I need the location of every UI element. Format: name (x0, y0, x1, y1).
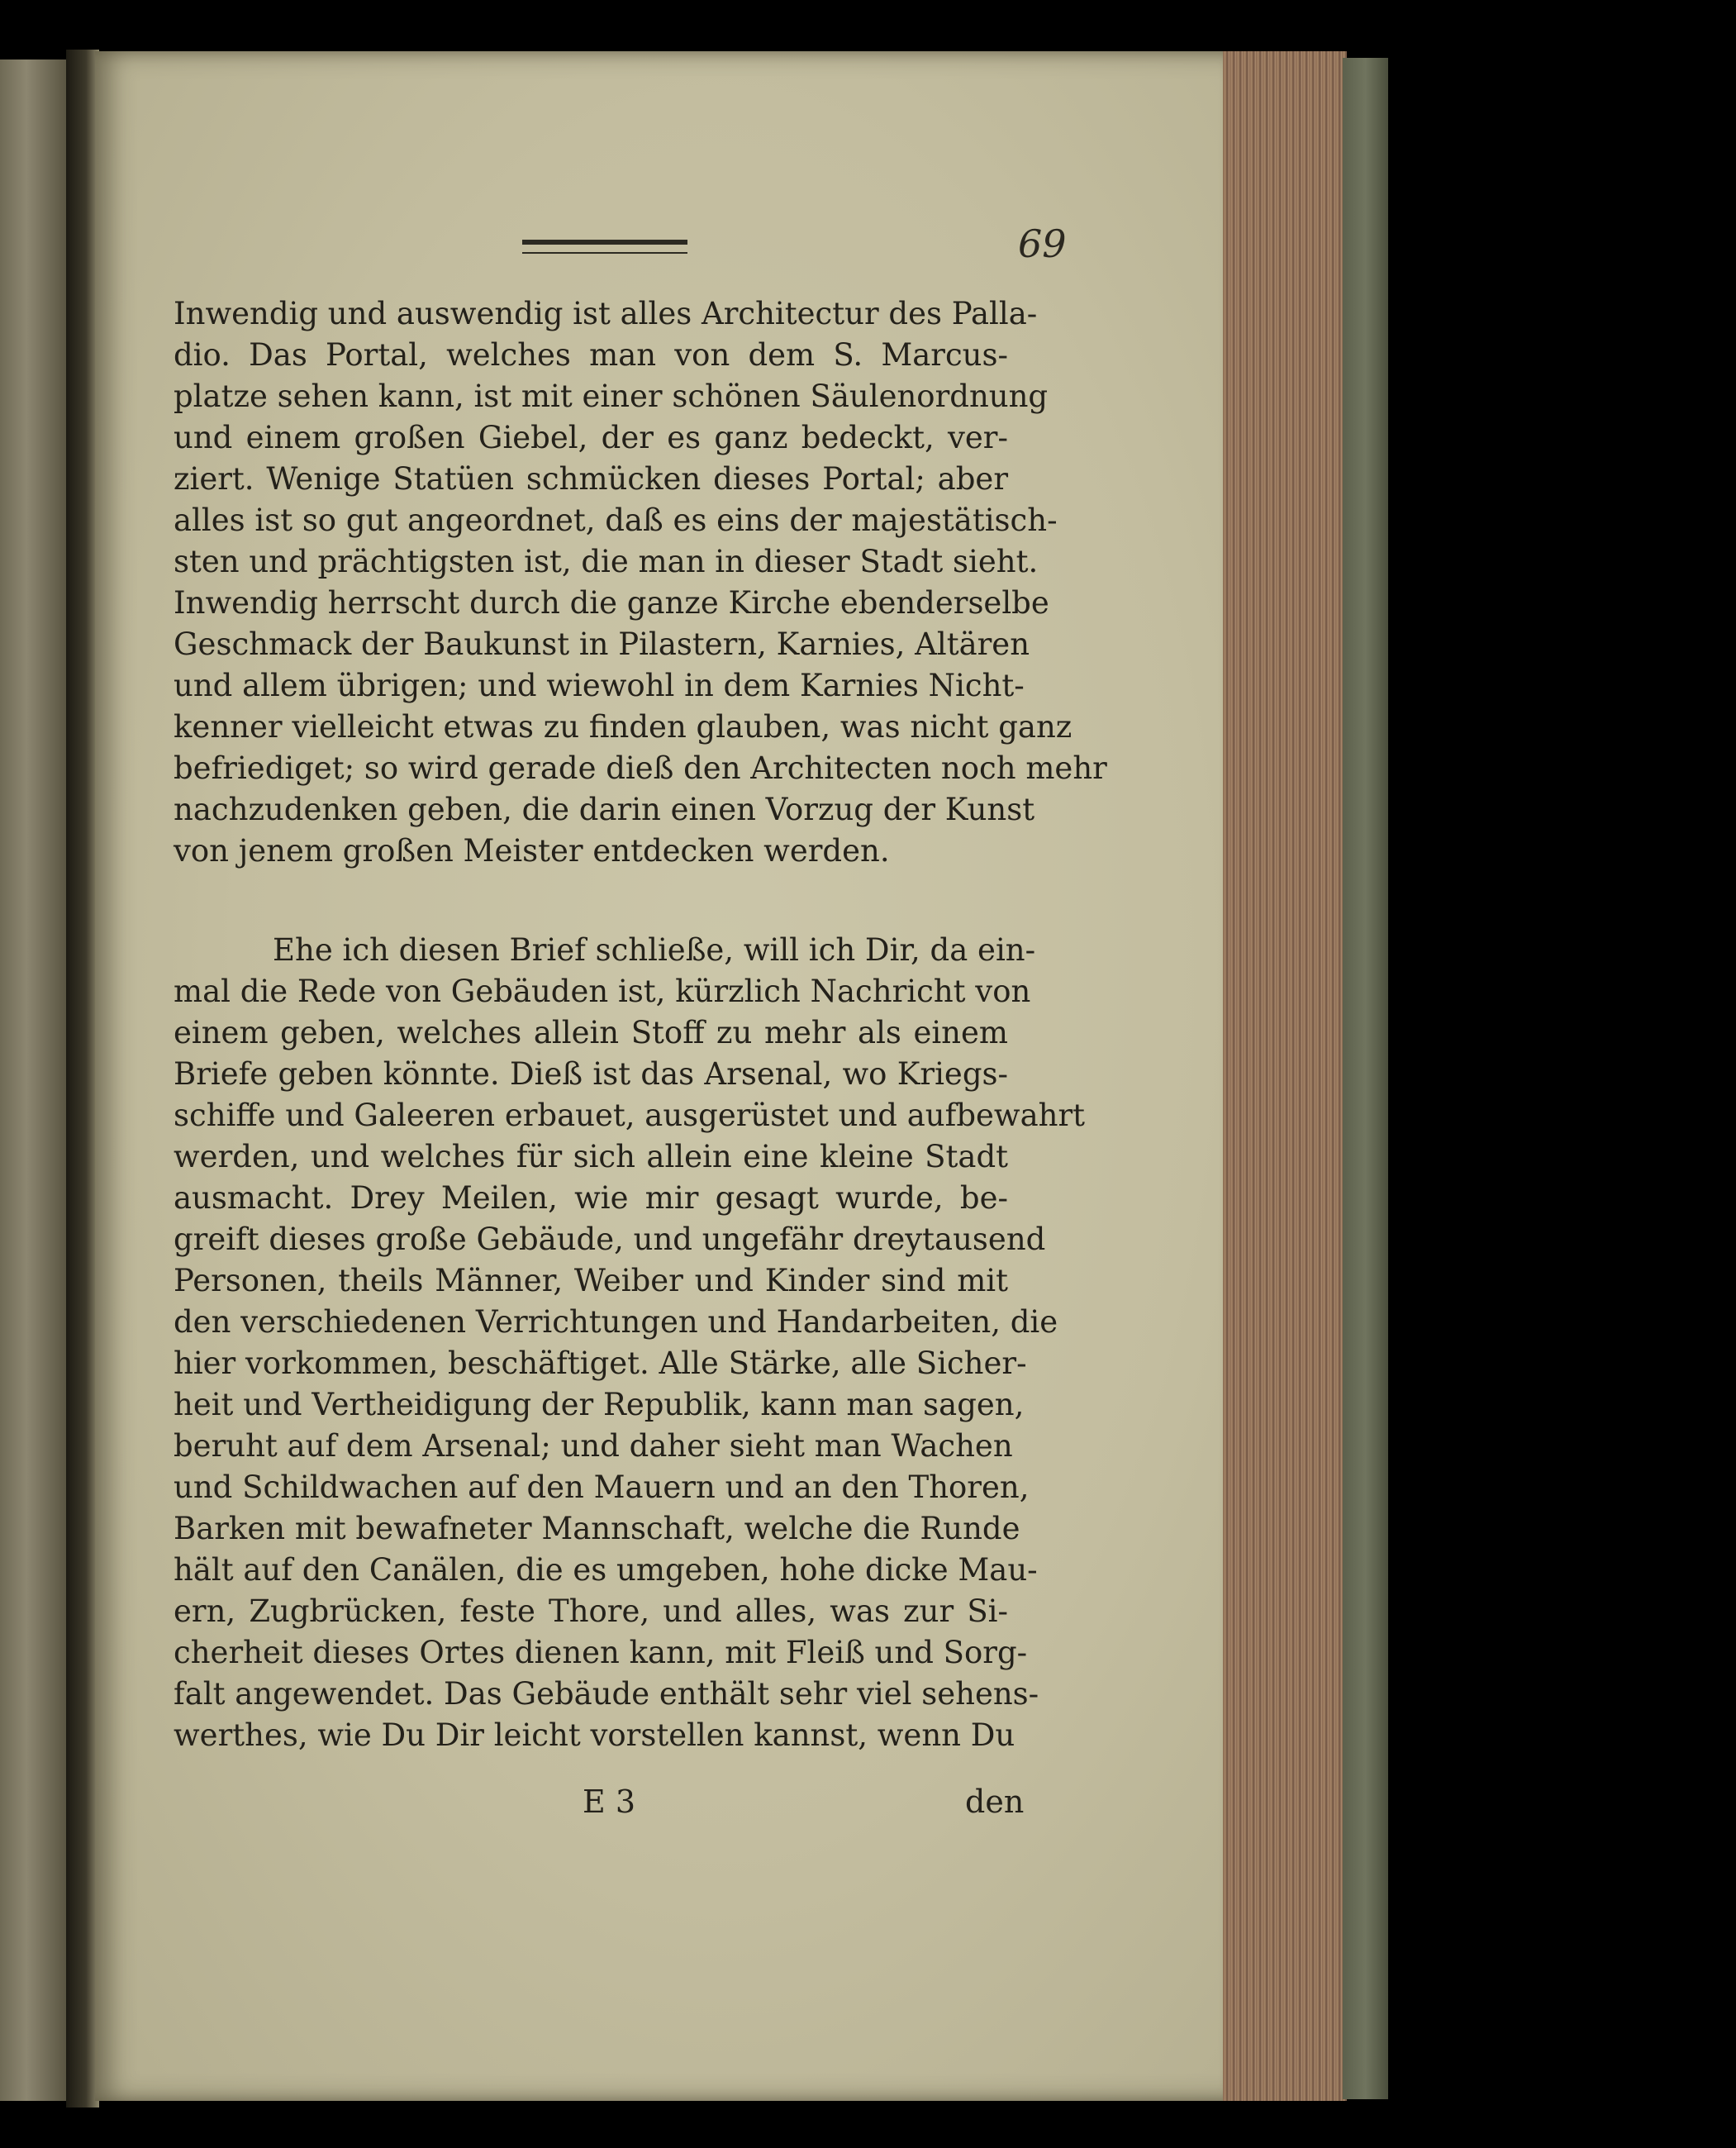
page-block-edges (1223, 51, 1347, 2101)
text-line: cherheit dieses Ortes dienen kann, mit Fleiß und Sorg- (174, 1635, 1028, 1670)
text-line: beruht auf dem Arsenal; und daher sieht man Wachen (174, 1428, 1013, 1464)
text-line: und allem übrigen; und wiewohl in dem Karnies Nicht- (174, 668, 1025, 703)
text-line: platze sehen kann, ist mit einer schönen Säulenordnung (174, 379, 1049, 414)
text-line: ern, Zugbrücken, feste Thore, und alles, was zur Si- (174, 1593, 1008, 1629)
text-line: ausmacht. Drey Meilen, wie mir gesagt wurde, be- (174, 1180, 1008, 1216)
text-line: Barken mit bewafneter Mannschaft, welche die Runde (174, 1511, 1020, 1546)
book-gutter (66, 50, 99, 2108)
text-line: Geschmack der Baukunst in Pilastern, Karnies, Altären (174, 626, 1030, 662)
text-line: falt angewendet. Das Gebäude enthält sehr viel sehens- (174, 1676, 1039, 1712)
book-cover-edge (1343, 58, 1388, 2099)
text-line: schiffe und Galeeren erbauet, ausgerüstet und aufbewahrt (174, 1098, 1086, 1133)
text-line: werden, und welches für sich allein eine kleine Stadt (174, 1139, 1008, 1174)
text-line: den verschiedenen Verrichtungen und Handarbeiten, die (174, 1304, 1058, 1340)
text-line: Ehe ich diesen Brief schließe, will ich Dir, da ein- (273, 932, 1036, 968)
text-line: alles ist so gut angeordnet, daß es eins der majestätisch- (174, 502, 1058, 538)
text-line: heit und Vertheidigung der Republik, kann man sagen, (174, 1387, 1025, 1422)
text-line: einem geben, welches allein Stoff zu mehr als einem (174, 1015, 1008, 1050)
text-line: sten und prächtigsten ist, die man in dieser Stadt sieht. (174, 544, 1039, 579)
text-line: und einem großen Giebel, der es ganz bedeckt, ver- (174, 420, 1008, 455)
text-line: Inwendig herrscht durch die ganze Kirche ebenderselbe (174, 585, 1049, 621)
text-line: nachzudenken geben, die darin einen Vorzug der Kunst (174, 792, 1035, 827)
signature-mark: E 3 (583, 1784, 635, 1820)
text-line: greift dieses große Gebäude, und ungefähr dreytausend (174, 1222, 1046, 1257)
header-rule (522, 240, 687, 254)
page-number: 69 (1018, 221, 1067, 266)
text-line: Briefe geben könnte. Dieß ist das Arsenal, wo Kriegs- (174, 1056, 1008, 1092)
text-line: befriediget; so wird gerade dieß den Architecten noch mehr (174, 750, 1107, 786)
text-line: hält auf den Canälen, die es umgeben, hohe dicke Mau- (174, 1552, 1038, 1588)
text-line: werthes, wie Du Dir leicht vorstellen kannst, wenn Du (174, 1717, 1015, 1753)
text-line: kenner vielleicht etwas zu finden glauben, was nicht ganz (174, 709, 1073, 745)
text-line: Inwendig und auswendig ist alles Architectur des Palla- (174, 296, 1038, 331)
text-line: ziert. Wenige Statüen schmücken dieses Portal; aber (174, 461, 1008, 497)
text-line: Personen, theils Männer, Weiber und Kinder sind mit (174, 1263, 1008, 1298)
left-page-edge (0, 60, 66, 2101)
catchword: den (965, 1784, 1025, 1820)
text-line: von jenem großen Meister entdecken werden. (174, 833, 890, 869)
text-line: und Schildwachen auf den Mauern und an den Thoren, (174, 1469, 1030, 1505)
text-line: mal die Rede von Gebäuden ist, kürzlich Nachricht von (174, 974, 1031, 1009)
text-line: hier vorkommen, beschäftiget. Alle Stärke, alle Sicher- (174, 1345, 1027, 1381)
text-line: dio. Das Portal, welches man von dem S. Marcus- (174, 337, 1008, 373)
